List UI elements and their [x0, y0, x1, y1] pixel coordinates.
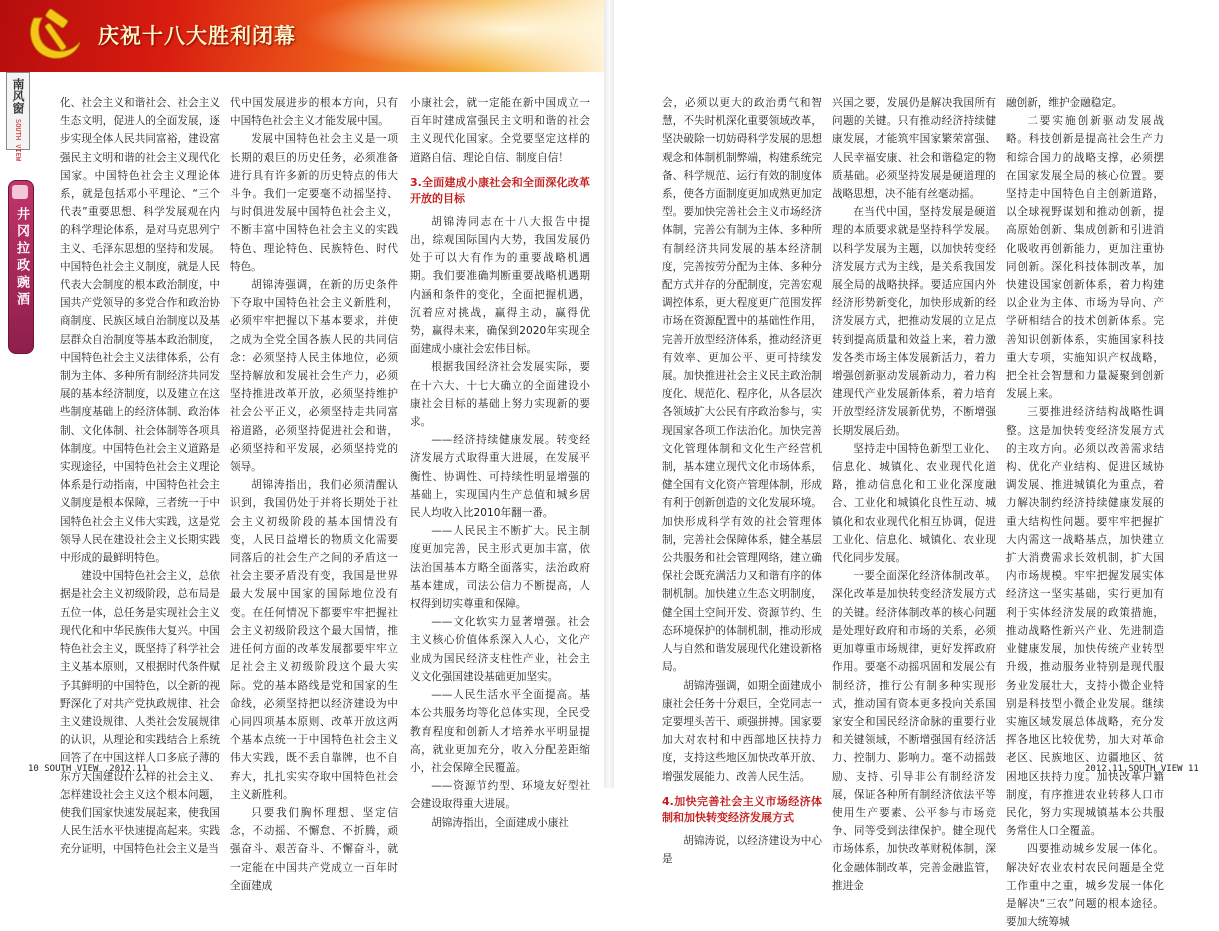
banner — [0, 0, 604, 72]
paragraph: 胡锦涛强调，在新的历史条件下夺取中国特色社会主义新胜利，必须牢牢把握以下基本要求，并使之成为全党全国各族人民的共同信念：必须坚持人民主体地位，必须坚持解放和发展社会生产力，必须坚持推进改革开放，必须坚持维护社会公平正义，必须坚持走共同富裕道路，必须坚持促进社会和谐，必须坚持和平发展，必须坚持党的领导。 — [230, 279, 398, 474]
paragraph: 胡锦涛同志在十八大报告中提出，综观国际国内大势，我国发展仍处于可以大有作为的重要战略机遇期。我们要准确判断重要战略机遇期内涵和条件的变化，全面把握机遇，沉着应对挑战，赢得主动，赢得优势，赢得未来，确保到2020年实现全面建成小康社会宏伟目标。 — [410, 215, 590, 356]
paragraph: 胡锦涛指出，全面建成小康社 — [431, 816, 569, 829]
paragraph: 化、社会主义和谐社会、社会主义生态文明，促进人的全面发展，逐步实现全体人民共同富裕，建设富强民主文明和谐的社会主义现代化国家。中国特色社会主义理论体系，就是包括邓小平理论、“三个代表”重要思想、科学发展观在内的科学理论体系，是对马克思列宁主义、毛泽东思想的坚持和发展。中国特色社会主义制度，就是人民代表大会制度的根本政治制度，中国共产党领导的多党合作和政治协商制度、民族区域自治制度以及基层群众自治制度等基本政治制度，中国特色社会主义法律体系，公有制为主体、多种所有制经济共同发展的基本经济制度，以及建立在这些制度基础上的经济体制、政治体制、文化体制、社会体制等各项具体制度。中国特色社会主义道路是实现途径，中国特色社会主义理论体系是行动指南，中国特色社会主义制度是根本保障，三者统一于中国特色社会主义伟大实践，这是党领导人民在建设社会主义长期实践中形成的最鲜明特色。 — [60, 97, 220, 565]
paragraph: 代中国发展进步的根本方向，只有中国特色社会主义才能发展中国。 — [230, 97, 398, 128]
banner-title: 庆祝十八大胜利闭幕 — [98, 24, 296, 48]
magazine-logo-en: SOUTH VIEW — [14, 119, 22, 162]
paragraph: ——人民生活水平全面提高。基本公共服务均等化总体实现，全民受教育程度和创新人才培养水平明显提高，就业更加充分，收入分配差距缩小，社会保障全民覆盖。 — [410, 689, 590, 774]
section-heading-3: 3.全面建成小康社会和全面深化改革开放的目标 — [410, 175, 590, 205]
paragraph: 三要推进经济结构战略性调整。这是加快转变经济发展方式的主攻方向。必须以改善需求结构、优化产业结构、促进区域协调发展、推进城镇化为重点，着力解决制约经济持续健康发展的重大结构性问题。要牢牢把握扩大内需这一战略基点，加快建立扩大消费需求长效机制，扩大国内市场规模。牢牢把握发展实体经济这一坚实基础，实行更加有利于实体经济发展的政策措施，推动战略性新兴产业、先进制造业健康发展，加快传统产业转型升级，推动服务业特别是现代服务业发展壮大，支持小微企业特别是科技型小微企业发展。继续实施区域发展总体战略，充分发挥各地区比较优势，加大对革命老区、民族地区、边疆地区、贫困地区扶持力度。加快改革户籍制度，有序推进农业转移人口市民化，努力实现城镇基本公共服务常住人口全覆盖。 — [1006, 406, 1164, 838]
paragraph: 一要全面深化经济体制改革。深化改革是加快转变经济发展方式的关键。经济体制改革的核心问题是处理好政府和市场的关系，必须更加尊重市场规律，更好发挥政府作用。要毫不动摇巩固和发展公有制经济，推行公有制多种实现形式，推动国有资本更多投向关系国家安全和国民经济命脉的重要行业和关键领域，不断增强国有经济活力、控制力、影响力。毫不动摇鼓励、支持、引导非公有制经济发展，保证各种所有制经济依法平等使用生产要素、公平参与市场竞争、同等受到法律保护。健全现代市场体系，加快改革财税体制，深化金融体制改革，完善金融监管，推进金 — [832, 570, 996, 892]
paragraph: ——资源节约型、环境友好型社会建设取得重大进展。 — [410, 780, 590, 811]
paragraph: 会，必须以更大的政治勇气和智慧，不失时机深化重要领域改革，坚决破除一切妨碍科学发展的思想观念和体制机制弊端，构建系统完备、科学规范、运行有效的制度体系，使各方面制度更加成熟更加定型。要加快完善社会主义市场经济体制，完善公有制为主体、多种所有制经济共同发展的基本经济制度，完善按劳分配为主体、多种分配方式并存的分配制度，完善宏观调控体系，更大程度更广范围发挥市场在资源配置中的基础性作用，完善开放型经济体系，推动经济更有效率、更加公平、更可持续发展。加快推进社会主义民主政治制度化、规范化、程序化，从各层次各领域扩大公民有序政治参与，实现国家各项工作法治化。加快完善文化管理体制和文化生产经营机制，基本建立现代文化市场体系，健全国有文化资产管理体制，形成有利于创新创造的文化发展环境。加快形成科学有效的社会管理体制，完善社会保障体系，健全基层公共服务和社会管理网络，建立确保社会既充满活力又和谐有序的体制机制。加快建立生态文明制度，健全国土空间开发、资源节约、生态环境保护的体制机制，推动形成人与自然和谐发展现代化建设新格局。 — [662, 97, 822, 674]
paragraph: ——经济持续健康发展。转变经济发展方式取得重大进展，在发展平衡性、协调性、可持续性明显增强的基础上，实现国内生产总值和城乡居民人均收入比2010年翻一番。 — [410, 434, 590, 520]
paragraph: 胡锦涛说，以经济建设为中心是 — [662, 834, 822, 865]
paragraph: 根据我国经济社会发展实际，要在十六大、十七大确立的全面建设小康社会目标的基础上努力实现新的要求。 — [410, 361, 590, 429]
left-column-3 — [410, 94, 590, 829]
section-tag-badge — [12, 185, 28, 199]
paragraph: 坚持走中国特色新型工业化、信息化、城镇化、农业现代化道路，推动信息化和工业化深度融合、工业化和城镇化良性互动、城镇化和农业现代化相互协调，促进工业化、信息化、城镇化、农业现代化同步发展。 — [832, 442, 996, 565]
section-heading-4: 4.加快完善社会主义市场经济体制和加快转变经济发展方式 — [662, 794, 822, 824]
page-number-right: 2012.11.SOUTH VIEW 11 — [1085, 764, 1199, 774]
section-tag-text: 井冈拉政豌酒 — [14, 207, 29, 309]
paragraph: ——文化软实力显著增强。社会主义核心价值体系深入人心，文化产业成为国民经济支柱性产业，社会主义文化强国建设基础更加坚实。 — [410, 616, 590, 683]
paragraph: 胡锦涛指出，我们必须清醒认识到，我国仍处于并将长期处于社会主义初级阶段的基本国情没有变，人民日益增长的物质文化需要同落后的社会生产之间的矛盾这一社会主要矛盾没有变，我国是世界最大发展中国家的国际地位没有变。在任何情况下都要牢牢把握社会主义初级阶段这个最大国情，推进任何方面的改革发展都要牢牢立足社会主义初级阶段这个最大实际。党的基本路线是党和国家的生命线，必须坚持把以经济建设为中心同四项基本原则、改革开放这两个基本点统一于中国特色社会主义伟大实践，既不丢自靠牌，也不自弃大，扎扎实实夺取中国特色社会主义新胜利。 — [230, 479, 398, 801]
section-tag — [8, 180, 34, 354]
paragraph: ——人民民主不断扩大。民主制度更加完善，民主形式更加丰富，依法治国基本方略全面落实，法治政府基本建成，司法公信力不断提高，人权得到切实尊重和保障。 — [410, 525, 590, 611]
paragraph: 四要推动城乡发展一体化。解决好农业农村农民问题是全党工作重中之重，城乡发展一体化是解决“三农”问题的根本途径。要加大统筹城 — [1006, 843, 1164, 929]
banner-glow — [300, 0, 604, 72]
paragraph: 融创新，维护金融稳定。 — [1006, 97, 1123, 109]
paragraph: 兴国之要，发展仍是解决我国所有问题的关键。只有推动经济持续健康发展，才能筑牢国家繁荣富强、人民幸福安康、社会和谐稳定的物质基础。必须坚持发展是硬道理的战略思想，决不能有丝毫动摇。 — [832, 97, 996, 201]
paragraph: 二要实施创新驱动发展战略。科技创新是提高社会生产力和综合国力的战略支撑，必须摆在国家发展全局的核心位置。要坚持走中国特色自主创新道路，以全球视野谋划和推动创新，提高原始创新、集成创新和引进消化吸收再创新能力，更加注重协同创新。深化科技体制改革，加快建设国家创新体系，着力构建以企业为主体、市场为导向、产学研相结合的技术创新体系。完善知识创新体系，实施国家科技重大专项，实施知识产权战略，把全社会智慧和力量凝聚到创新发展上来。 — [1006, 115, 1164, 401]
paragraph: 胡锦涛强调，如期全面建成小康社会任务十分艰巨，全党同志一定要埋头苦干、顽强拼搏。国家要加大对农村和中西部地区扶持力度，支持这些地区加快改革开放、增强发展能力、改善人民生活。 — [662, 679, 822, 783]
magazine-logo — [6, 72, 30, 162]
paragraph: 发展中国特色社会主义是一项长期的艰巨的历史任务，必须准备进行具有许多新的历史特点的伟大斗争。我们一定要毫不动摇坚持、与时俱进发展中国特色社会主义，不断丰富中国特色社会主义的实践特色、理论特色、民族特色、时代特色。 — [230, 133, 398, 273]
paragraph: 建设中国特色社会主义，总依据是社会主义初级阶段，总布局是五位一体，总任务是实现社会主义现代化和中华民族伟大复兴。中国特色社会主义，既坚持了科学社会主义基本原则，又根据时代条件赋予其鲜明的中国特色，以全新的视野深化了对共产党执政规律、社会主义建设规律、人类社会发展规律的认识，从理论和实践结合上系统回答了在中国这样人口多底子薄的东方大国建设什么样的社会主义、怎样建设社会主义这个根本问题，使我们国家快速发展起来，使我国人民生活水平快速提高起来。实践充分证明，中国特色社会主义是当 — [60, 570, 220, 856]
magazine-logo-cn: 南风窗 — [11, 78, 25, 114]
page-number-left: 10 SOUTH VIEW .2012.11 — [28, 764, 148, 774]
paragraph: 只要我们胸怀理想、坚定信念，不动摇、不懈怠、不折腾，顽强奋斗、艰苦奋斗、不懈奋斗，就一定能在中国共产党成立一百年时全面建成 — [230, 806, 398, 892]
page-gutter — [604, 0, 614, 788]
hammer-sickle-emblem-icon — [22, 8, 84, 64]
paragraph: 小康社会，就一定能在新中国成立一百年时建成富强民主文明和谐的社会主义现代化国家。全党要坚定这样的道路自信、理论自信、制度自信！ — [410, 97, 590, 164]
right-column-1 — [662, 94, 822, 865]
paragraph: 在当代中国，坚持发展是硬道理的本质要求就是坚持科学发展。以科学发展为主题，以加快转变经济发展方式为主线，是关系我国发展全局的战略抉择。要适应国内外经济形势新变化，加快形成新的经济发展方式，把推动发展的立足点转到提高质量和效益上来，着力激发各类市场主体发展新活力，着力增强创新驱动发展新动力，着力构建现代产业发展新体系，着力培育开放型经济发展新优势，不断增强长期发展后劲。 — [832, 206, 996, 437]
left-column-2 — [230, 94, 398, 892]
right-column-2 — [832, 94, 996, 892]
